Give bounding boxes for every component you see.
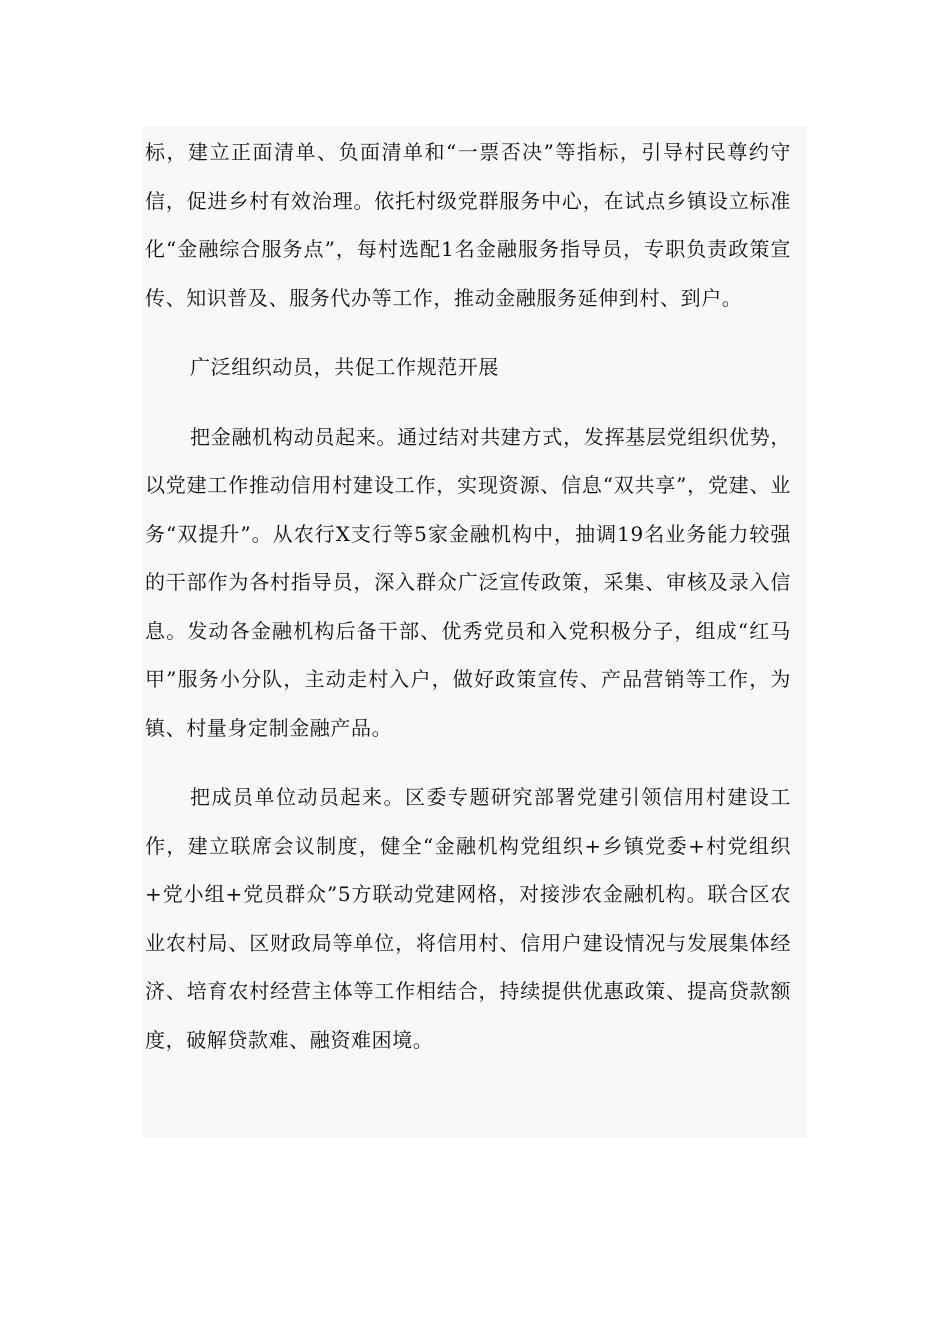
- section-heading: 广泛组织动员，共促工作规范开展: [190, 355, 499, 379]
- paragraph-member-units: 把成员单位动员起来。区委专题研究部署党建引领信用村建设工作，建立联席会议制度，健全“金融机构党组织+乡镇党委+村党组织+党小组+党员群众”5方联动党建网格，对接涉农金融机构。联合区农业农村局、区财政局等单位，将信用村、信用户建设情况与发展集体经济、培育农村经营主体等工作相结合，持续提供优惠政策、提高贷款额度，破解贷款难、融资难困境。: [145, 785, 791, 1052]
- document-body: [143, 126, 807, 1138]
- paragraph-continuation: 标，建立正面清单、负面清单和“一票否决”等指标，引导村民尊约守信，促进乡村有效治理。依托村级党群服务中心，在试点乡镇设立标准化“金融综合服务点”，每村选配1名金融服务指导员，专职负责政策宣传、知识普及、服务代办等工作，推动金融服务延伸到村、到户。: [145, 140, 791, 310]
- paragraph-financial-institutions: 把金融机构动员起来。通过结对共建方式，发挥基层党组织优势，以党建工作推动信用村建设工作，实现资源、信息“双共享”，党建、业务“双提升”。从农行X支行等5家金融机构中，抽调19名业务能力较强的干部作为各村指导员，深入群众广泛宣传政策，采集、审核及录入信息。发动各金融机构后备干部、优秀党员和入党积极分子，组成“红马甲”服务小分队，主动走村入户，做好政策宣传、产品营销等工作，为镇、村量身定制金融产品。: [145, 424, 791, 740]
